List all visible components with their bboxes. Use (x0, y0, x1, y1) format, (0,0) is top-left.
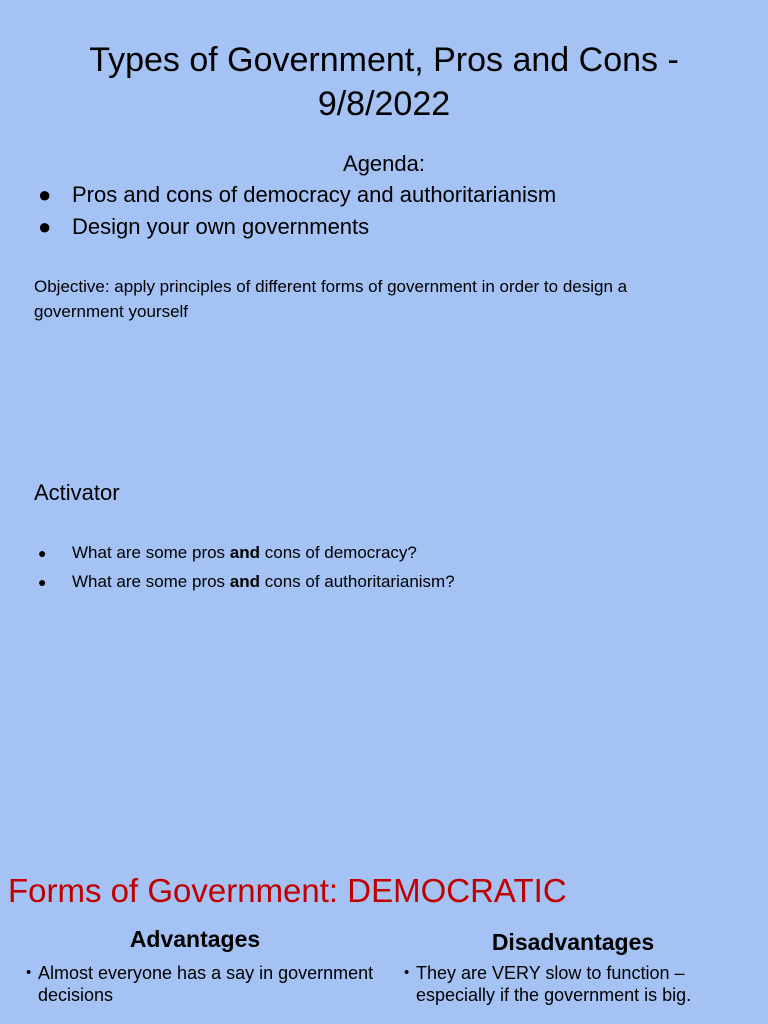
question-pre: What are some pros (72, 543, 230, 562)
agenda-item-text: Design your own governments (72, 214, 370, 239)
list-item (36, 567, 455, 596)
activator-heading: Activator (34, 480, 120, 505)
slide-title: Forms of Government: DEMOCRATIC (8, 872, 567, 909)
list-item (36, 179, 556, 211)
bullet-dot-icon: ● (38, 182, 52, 207)
slide-agenda (0, 0, 768, 432)
agenda-list (36, 179, 556, 243)
activator-question-list (36, 538, 455, 596)
agenda-heading: Agenda: (343, 151, 425, 176)
bullet-dot-icon: ● (38, 214, 52, 239)
bullet-dot-icon: • (26, 964, 32, 981)
list-item (36, 538, 455, 567)
slide-activator (0, 432, 768, 864)
advantage-item-text: Almost everyone has a say in government decisions (38, 963, 374, 1005)
agenda-item-text: Pros and cons of democracy and authoritarianism (72, 182, 557, 207)
question-bold: and (229, 543, 261, 562)
advantage-item (26, 962, 378, 1006)
slide-title: Types of Government, Pros and Cons - 9/8/2022 (89, 41, 679, 123)
disadvantage-item-text: They are VERY slow to function – especially if the government is big. (416, 963, 692, 1005)
question-post: cons of democracy? (260, 543, 417, 562)
bullet-dot-icon: ● (38, 574, 47, 590)
bullet-dot-icon: • (404, 964, 410, 981)
question-post: cons of authoritarianism? (260, 572, 455, 591)
disadvantage-item (404, 962, 766, 1006)
advantages-heading: Advantages (129, 926, 261, 952)
question-bold: and (229, 572, 261, 591)
list-item (36, 211, 556, 243)
disadvantages-heading: Disadvantages (491, 929, 655, 955)
bullet-dot-icon: ● (38, 545, 47, 561)
question-pre: What are some pros (72, 572, 230, 591)
objective-text: Objective: apply principles of different forms of government in order to design a government yourself (34, 277, 628, 321)
slide-democratic (0, 864, 768, 1024)
